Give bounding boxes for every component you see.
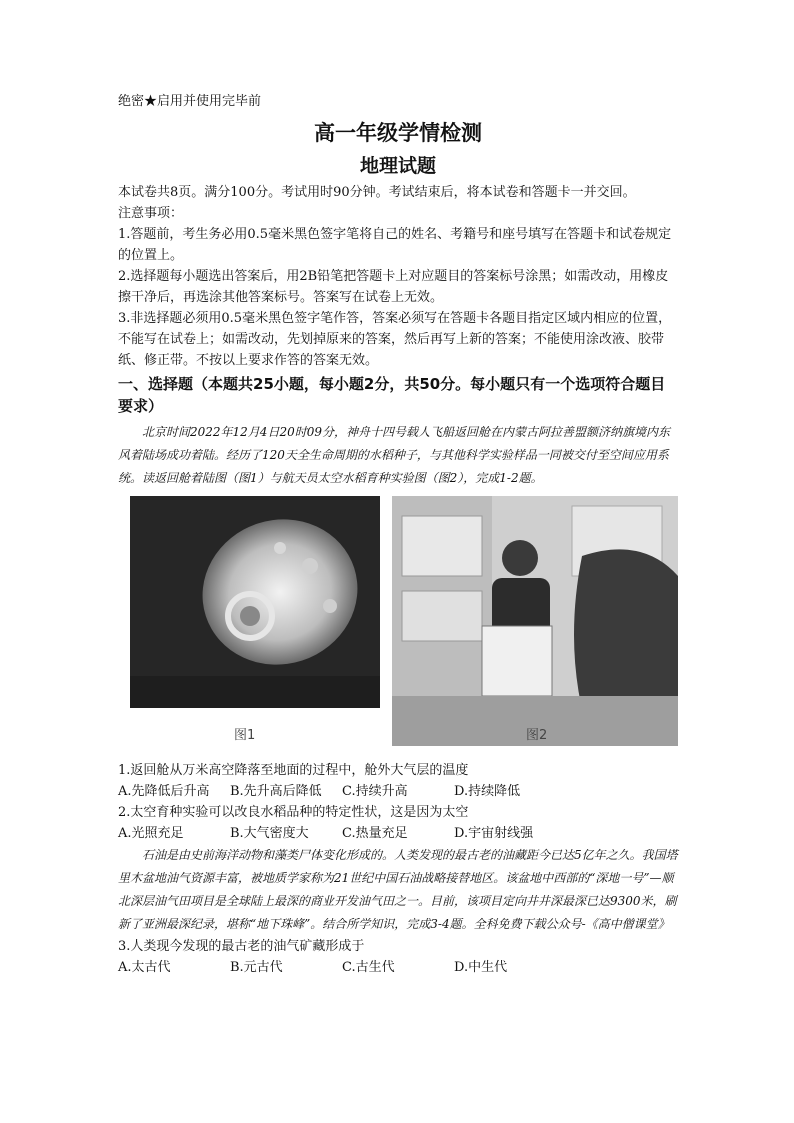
astronaut-photo: [392, 496, 678, 746]
option-d: D.宇宙射线强: [454, 826, 534, 841]
question-options: [118, 781, 678, 802]
note-item: 1.答题前，考生务必用0.5毫米黑色签字笔将自己的姓名、考籍号和座号填写在答题卡和试卷规定的位置上。: [118, 227, 672, 263]
option-a: A.先降低后升高: [118, 784, 210, 799]
option-b: B.元古代: [230, 960, 283, 975]
secret-mark: 绝密★启用并使用完毕前: [118, 94, 262, 109]
figures: [118, 496, 678, 758]
option-c: C.热量充足: [342, 826, 408, 841]
capsule-photo: [130, 496, 380, 708]
option-a: A.光照充足: [118, 826, 184, 841]
option-c: C.持续升高: [342, 784, 408, 799]
option-c: C.古生代: [342, 960, 395, 975]
note-item: 2.选择题每小题选出答案后，用2B铅笔把答题卡上对应题目的答案标号涂黑；如需改动，用橡皮擦干净后，再选涂其他答案标号。答案写在试卷上无效。: [118, 269, 669, 305]
question-stem: 3.人类现今发现的最古老的油气矿藏形成于: [118, 939, 365, 954]
figure2-caption: 图2: [526, 728, 548, 743]
option-a: A.太古代: [118, 960, 171, 975]
section-heading: 一、选择题（本题共25小题，每小题2分，共50分。每小题只有一个选项符合题目要求）: [118, 375, 666, 415]
exam-page: [118, 92, 678, 978]
material-text: 北京时间2022年12月4日20时09分，神舟十四号载人飞船返回舱在内蒙古阿拉善盟额济纳旗境内东风着陆场成功着陆。经历了120天全生命周期的水稻种子，与其他科学实验样品一同被交付至空间应用系统。读返回舱着陆图（图1）与航天员太空水稻育种实验图（图2），完成1-2题。: [118, 425, 670, 485]
exam-subtitle: 地理试题: [359, 155, 436, 177]
note-item: 3.非选择题必须用0.5毫米黑色签字笔作答，答案必须写在答题卡各题目指定区域内相应的位置，不能写在试卷上；如需改动，先划掉原来的答案，然后再写上新的答案；不能使用涂改液、胶带纸、修正带。不按以上要求作答的答案无效。: [118, 311, 672, 368]
intro-text: 本试卷共8页。满分100分。考试用时90分钟。考试结束后，将本试卷和答题卡一并交回。: [118, 185, 636, 200]
material-text: 石油是由史前海洋动物和藻类尸体变化形成的。人类发现的最古老的油藏距今已达5亿年之久。我国塔里木盆地油气资源丰富，被地质学家称为21世纪中国石油战略接替地区。该盆地中西部的“深地一号”—顺北深层油气田项目是全球陆上最深的商业开发油气田之一。目前，该项目定向井井深最深已达9300米，刷新了亚洲最深纪录，堪称“地下珠峰”。结合所学知识，完成3-4题。全科免费下载公众号-《高中僧课堂》: [118, 848, 678, 931]
figure1-caption: 图1: [234, 728, 256, 743]
question-stem: 1.返回舱从万米高空降落至地面的过程中，舱外大气层的温度: [118, 763, 469, 778]
option-b: B.大气密度大: [230, 826, 309, 841]
option-b: B.先升高后降低: [230, 784, 322, 799]
question-options: [118, 823, 678, 844]
option-d: D.中生代: [454, 960, 508, 975]
exam-title: 高一年级学情检测: [314, 121, 482, 145]
notes-title: 注意事项：: [118, 206, 184, 221]
question-options: [118, 957, 678, 978]
question-stem: 2.太空育种实验可以改良水稻品种的特定性状，这是因为太空: [118, 805, 469, 820]
option-d: D.持续降低: [454, 784, 521, 799]
